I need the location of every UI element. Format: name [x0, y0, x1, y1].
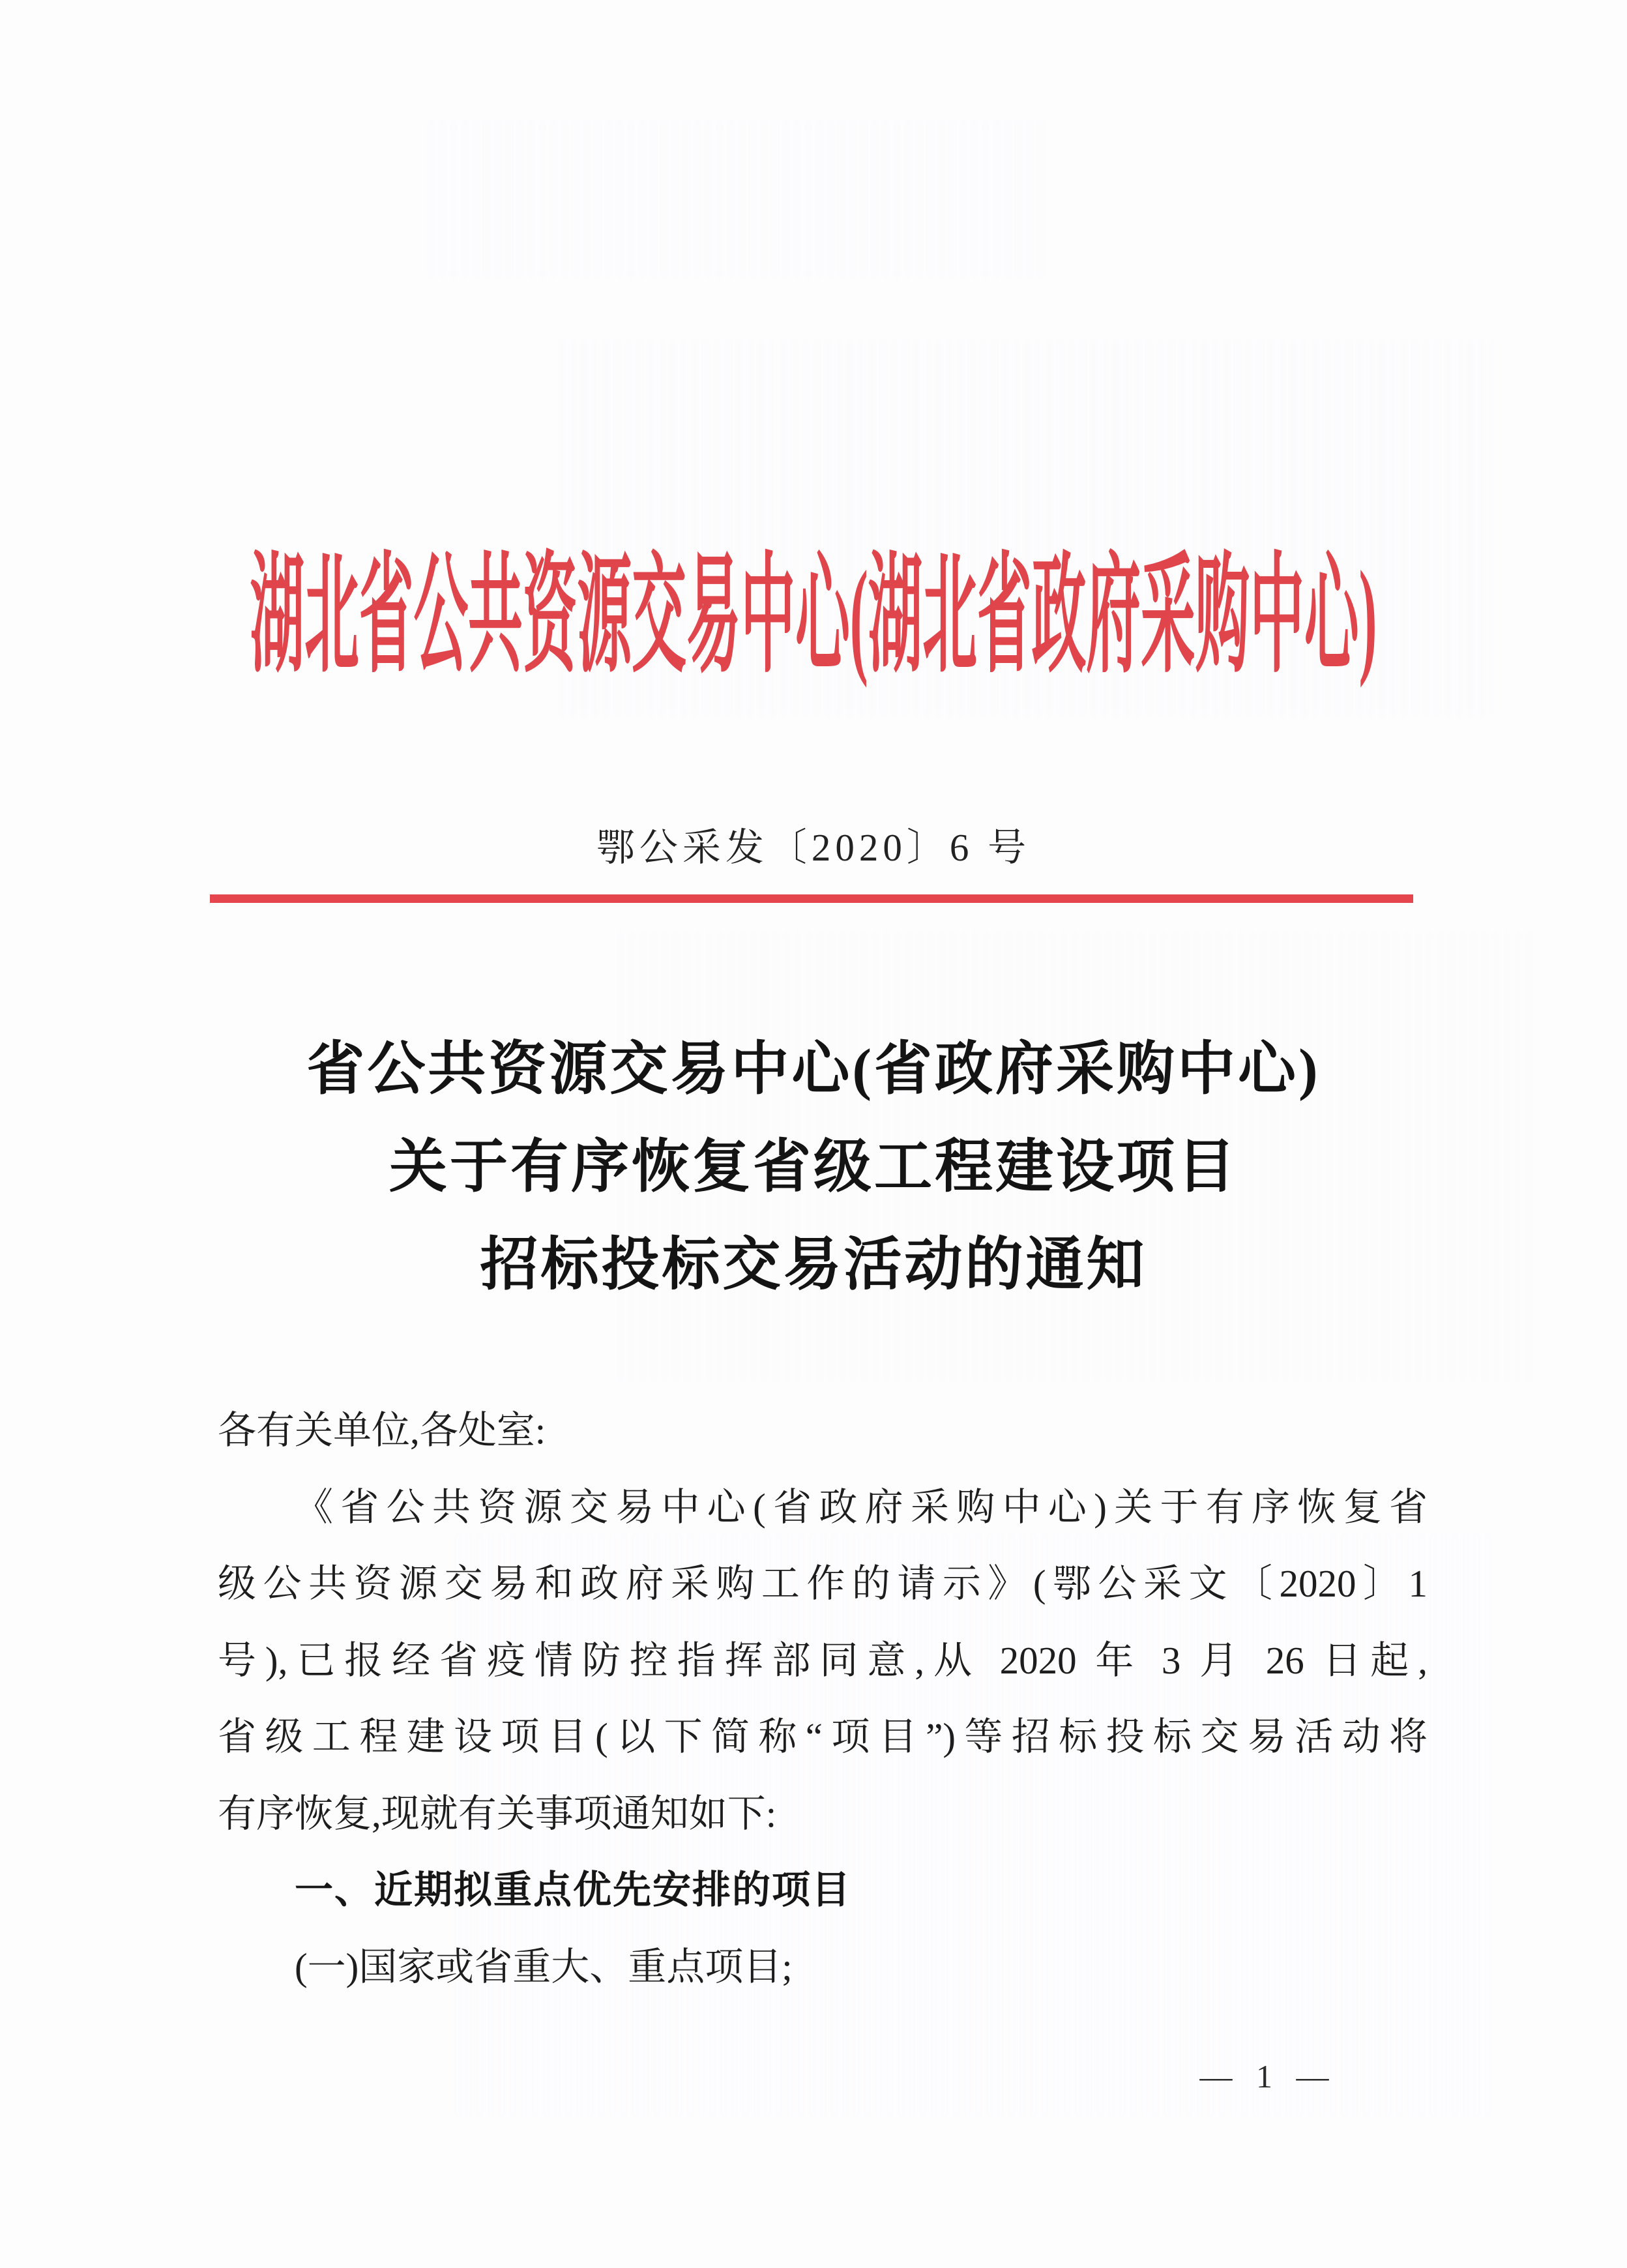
document-body [218, 1392, 1428, 2005]
section-heading-1: 一、近期拟重点优先安排的项目 [295, 1868, 852, 1911]
salutation: 各有关单位,各处室: [218, 1409, 546, 1452]
list-item-1: (一)国家或省重大、重点项目; [295, 1945, 793, 1988]
document-title-line-3: 招标投标交易活动的通知 [480, 1233, 1147, 1297]
document-title [0, 1021, 1627, 1314]
paragraph-line-1: 《省公共资源交易中心(省政府采购中心)关于有序恢复省 [295, 1485, 1428, 1529]
page-number: — 1 — [1199, 2058, 1337, 2095]
letterhead-divider-rule [210, 894, 1413, 903]
paragraph-line-5: 有序恢复,现就有关事项通知如下: [218, 1791, 777, 1835]
paragraph-line-2: 级公共资源交易和政府采购工作的请示》(鄂公采文〔2020〕1 [218, 1562, 1428, 1605]
document-title-line-2: 关于有序恢复省级工程建设项目 [389, 1136, 1238, 1200]
agency-letterhead: 湖北省公共资源交易中心(湖北省政府采购中心) [250, 544, 1377, 688]
document-number: 鄂公采发〔2020〕6 号 [596, 826, 1031, 869]
document-title-line-1: 省公共资源交易中心(省政府采购中心) [306, 1038, 1321, 1102]
paragraph-line-3: 号),已报经省疫情防控指挥部同意,从 2020 年 3 月 26 日起, [218, 1638, 1428, 1682]
paragraph-line-4: 省级工程建设项目(以下简称“项目”)等招标投标交易活动将 [218, 1715, 1428, 1758]
bleed-through-artifact-top [430, 121, 1049, 277]
